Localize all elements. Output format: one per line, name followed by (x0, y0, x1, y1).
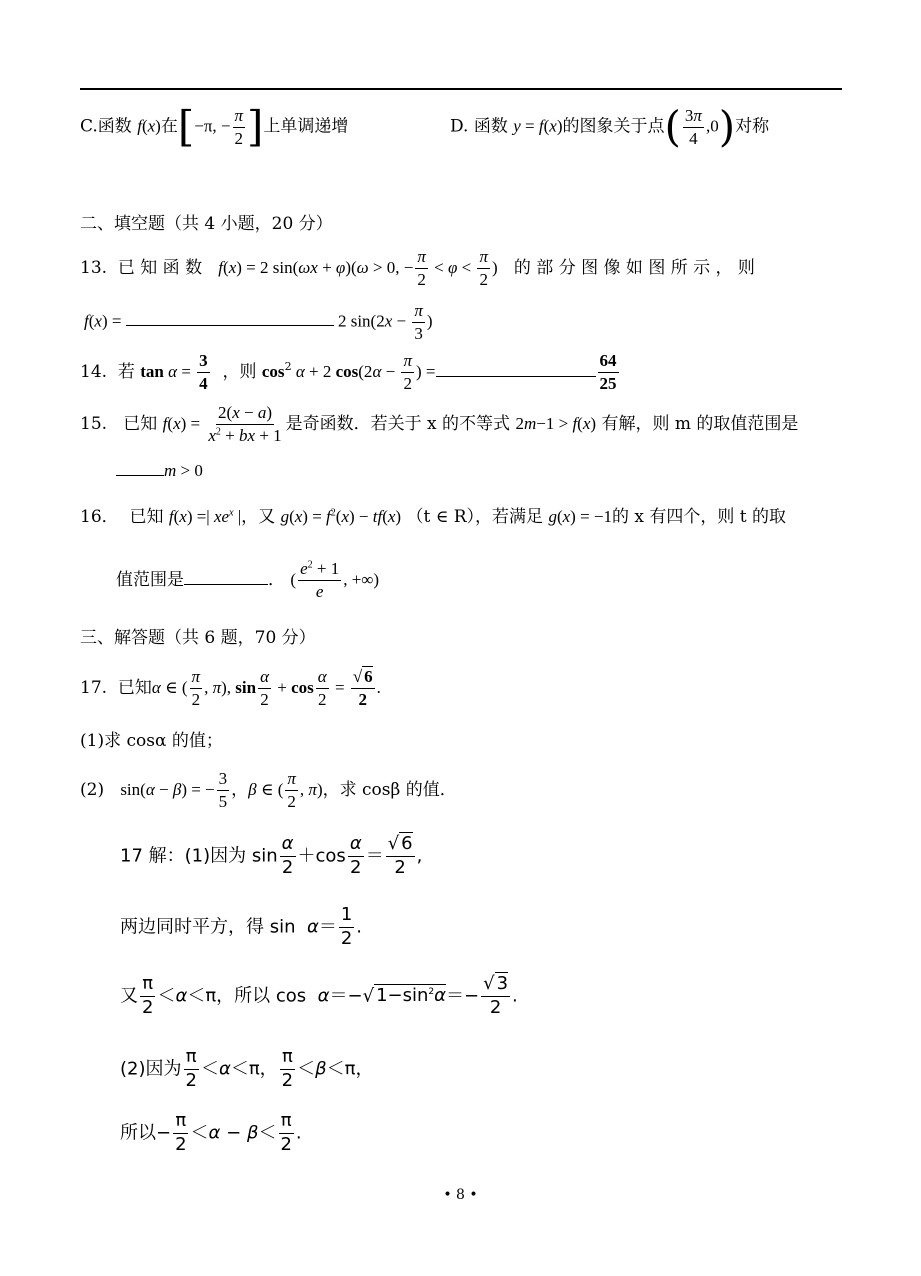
option-d: D. 函数 y = f(x)的图象关于点( $\frac{3\pi}{4}$ ,0)对称 (450, 102, 770, 151)
solution-line-5: 所以− $\frac{\pi}{2}$ ＜α − β＜ $\frac{\pi}{2}$ . (120, 1110, 302, 1155)
question-15: 15. 已知 f(x) = $\frac{2(x - a)}{x^2 + bx + 1}$ 是奇函数．若关于 x 的不等式 2m−1 > f(x) 有解，则 m 的取值范围是 (80, 403, 799, 445)
solution-line-4: (2)因为 $\frac{\pi}{2}$ ＜α＜π， $\frac{\pi}{2}$ ＜β＜π， (120, 1046, 374, 1091)
solution-line-1: 17 解：(1)因为 sin $\frac{\alpha}{2}$ ＋cos $\frac{\alpha}{2}$ ＝ $\frac{√ 6}{2}$ , (120, 833, 423, 878)
option-c: C.函数 f(x)在[−π, − $\frac{\pi}{2}$ ]上单调递增 (80, 102, 349, 151)
question-17-part2: (2) sin(α − β) = − $\frac{3}{5}$ ，β ∈ ( $\frac{\pi}{2}$ , π)，求 cosβ 的值． (80, 769, 457, 811)
question-16-answer: 值范围是 ． ( $\frac{e^2 + 1}{e}$ , +∞) (116, 559, 380, 601)
page-number: • 8 • (443, 1187, 478, 1203)
question-13: 13. 已 知 函 数 f(x) = 2 sin(ωx + φ)(ω > 0, − $\frac{\pi}{2}$ < φ < $\frac{\pi}{2}$ ) 的 部 分 图 像 如 图 所 示 ， 则 (80, 247, 755, 289)
solution-line-2: 两边同时平方，得 sin α＝ $\frac{1}{2}$ . (120, 904, 363, 949)
question-13-answer: f(x) = 2 sin(2x − $\frac{\pi}{3}$ ) (84, 301, 433, 343)
question-17: 17. 已知α ∈ ( $\frac{\pi}{2}$ , π), sin $\frac{\alpha}{2}$ + cos $\frac{\alpha}{2}$ = $\frac{√ 6}{2}$ . (80, 667, 381, 709)
solution-line-3: 又 $\frac{\pi}{2}$ ＜α＜π，所以 cos α＝−√ $1-\sin^2\alpha=-$ $\frac{√ 3}{2}$ . (120, 973, 518, 1018)
question-15-answer: m > 0 (116, 462, 203, 480)
top-rule (80, 88, 842, 90)
question-17-part1: (1)求 cosα 的值； (80, 731, 223, 751)
question-14: 14. 若 tan α = $\frac{3}{4}$ ，则 $\cos^2 \alpha + 2$ cos(2α − $\frac{\pi}{2}$ ) = $\frac{64}{25}$ (80, 351, 617, 393)
question-16: 16． 已知 f(x) =| $xe^x$ |，又 $g(x) = f^2(x) - tf(x)$ （t ∈ R），若满足 g(x) = −1的 x 有四个，则 t 的取 (80, 507, 787, 527)
section2-title: 二、填空题（共 4 小题，20 分） (80, 214, 333, 234)
section3-title: 三、解答题（共 6 题，70 分） (80, 628, 316, 648)
